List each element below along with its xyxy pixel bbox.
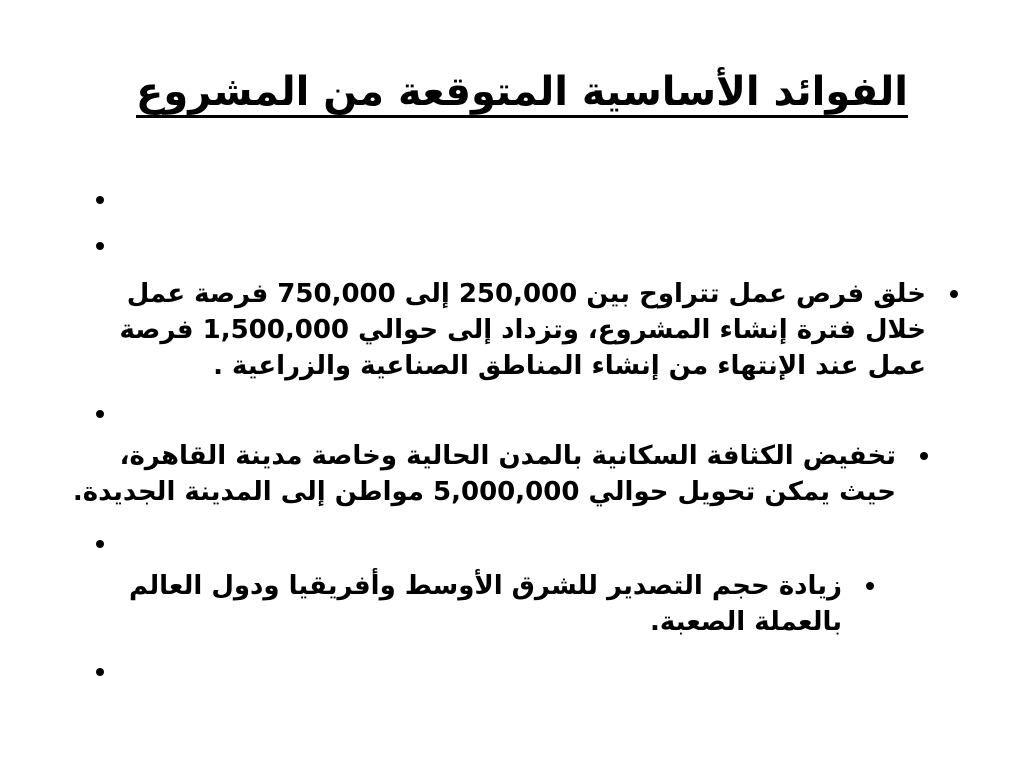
bullet-icon — [96, 410, 104, 418]
list-item — [62, 438, 896, 510]
bullet-icon — [950, 290, 958, 298]
bullet-icon — [920, 452, 928, 460]
empty-bullet — [96, 238, 108, 250]
empty-bullet — [96, 536, 108, 548]
list-item — [86, 276, 926, 384]
slide-title: الفوائد الأساسية المتوقعة من المشروع — [136, 69, 908, 115]
bullet-icon — [96, 668, 104, 676]
list-item-text: تخفيض الكثافة السكانية بالمدن الحالية وخاصة مدينة القاهرة، حيث يمكن تحويل حوالي 5,000,000 مواطن إلى المدينة الجديدة. — [72, 441, 896, 507]
empty-bullet — [96, 192, 108, 204]
empty-bullet — [96, 406, 108, 418]
list-item — [62, 568, 842, 640]
bullet-icon — [96, 540, 104, 548]
bullet-icon — [96, 196, 104, 204]
list-item-text: خلق فرص عمل تتراوح بين 250,000 إلى 750,000 فرصة عمل خلال فترة إنشاء المشروع، وتزداد إلى حوالي 1,500,000 فرصة عمل عند الإنتهاء من إنشاء المناطق الصناعية والزراعية . — [119, 279, 926, 381]
bullet-icon — [866, 582, 874, 590]
list-item-text: زيادة حجم التصدير للشرق الأوسط وأفريقيا ودول العالم بالعملة الصعبة. — [129, 571, 842, 637]
empty-bullet — [96, 664, 108, 676]
bullet-icon — [96, 242, 104, 250]
